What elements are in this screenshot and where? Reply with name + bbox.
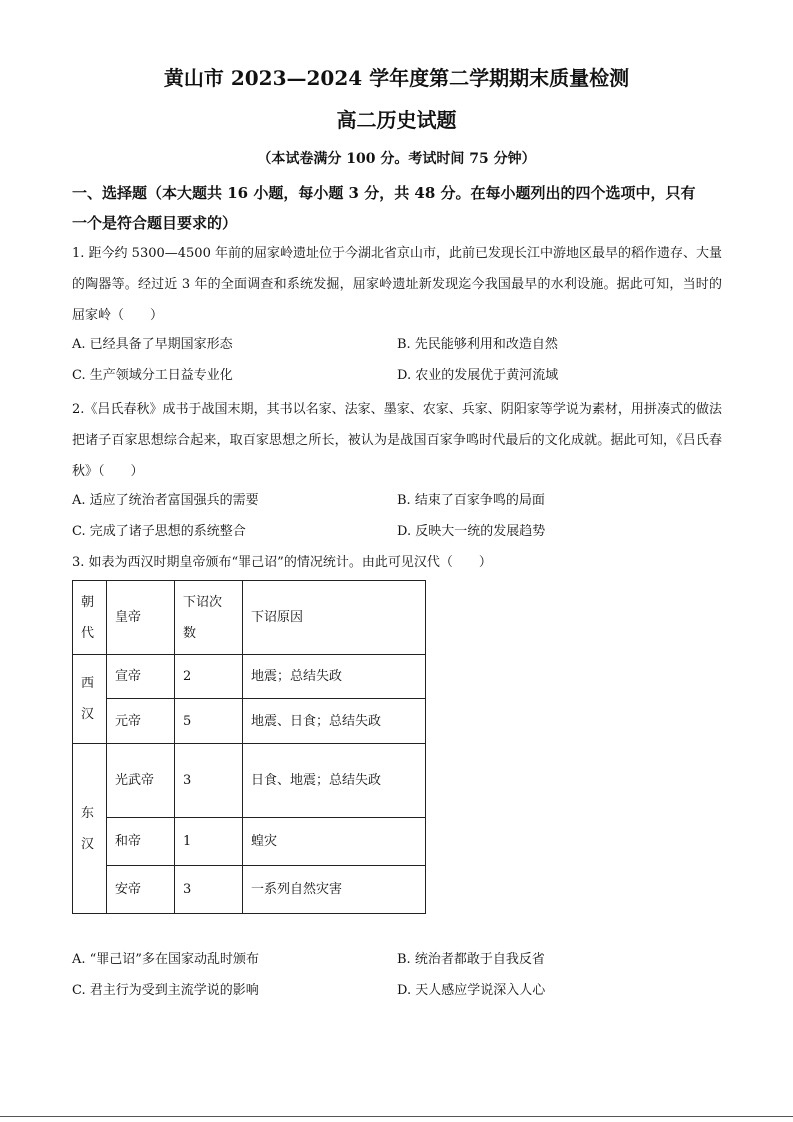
exam-subtitle: 高二历史试题 bbox=[336, 108, 457, 132]
q3-option-d[interactable]: D. 天人感应学说深入人心 bbox=[397, 983, 546, 998]
table-cell: 地震、日食；总结失政 bbox=[243, 699, 426, 744]
table-row bbox=[73, 655, 426, 699]
table-header-row bbox=[73, 581, 426, 655]
table-header-cell: 下诏原因 bbox=[243, 581, 426, 655]
exam-title: 黄山市 2023—2024 学年度第二学期期末质量检测 bbox=[163, 66, 630, 90]
section-heading-line1: 一、选择题（本大题共 16 小题，每小题 3 分，共 48 分。在每小题列出的四个选项中，只有 bbox=[72, 184, 696, 202]
q1-option-d[interactable]: D. 农业的发展优于黄河流域 bbox=[397, 368, 559, 383]
table-header-cell: 下诏次数 bbox=[175, 581, 243, 655]
table-row bbox=[73, 866, 426, 914]
q2-stem: 2.《吕氏春秋》成书于战国末期，其书以名家、法家、墨家、农家、兵家、阴阳家等学说为素材，用拼凑式的做法把诸子百家思想综合起来，取百家思想之所长，被认为是战国百家争鸣时代最后的文化成就。据此可知，《吕氏春秋》（ ） bbox=[72, 402, 722, 479]
table-cell: 3 bbox=[175, 744, 243, 818]
q2-option-d[interactable]: D. 反映大一统的发展趋势 bbox=[397, 524, 546, 539]
table-cell: 安帝 bbox=[107, 866, 175, 914]
q3-table bbox=[72, 580, 426, 914]
section-heading-line2: 一个是符合题目要求的） bbox=[72, 214, 238, 232]
table-row bbox=[73, 699, 426, 744]
table-cell: 光武帝 bbox=[107, 744, 175, 818]
q1-option-c[interactable]: C. 生产领域分工日益专业化 bbox=[72, 368, 233, 383]
q3-option-a[interactable]: A. “罪己诏”多在国家动乱时颁布 bbox=[72, 952, 259, 967]
table-cell: 2 bbox=[175, 655, 243, 699]
table-row bbox=[73, 744, 426, 818]
table-header-cell: 朝代 bbox=[73, 581, 107, 655]
table-dynasty-cell: 西汉 bbox=[73, 655, 107, 744]
table-cell: 元帝 bbox=[107, 699, 175, 744]
page-bottom-divider bbox=[0, 1116, 793, 1117]
q1-option-a[interactable]: A. 已经具备了早期国家形态 bbox=[72, 337, 233, 352]
table-cell: 一系列自然灾害 bbox=[243, 866, 426, 914]
table-cell: 1 bbox=[175, 818, 243, 866]
table-header-cell: 皇帝 bbox=[107, 581, 175, 655]
table-cell: 3 bbox=[175, 866, 243, 914]
table-cell: 蝗灾 bbox=[243, 818, 426, 866]
table-cell: 宣帝 bbox=[107, 655, 175, 699]
q3-option-c[interactable]: C. 君主行为受到主流学说的影响 bbox=[72, 983, 259, 998]
q3-option-b[interactable]: B. 统治者都敢于自我反省 bbox=[397, 952, 545, 967]
q2-option-c[interactable]: C. 完成了诸子思想的系统整合 bbox=[72, 524, 246, 539]
q1-stem: 1. 距今约 5300—4500 年前的屈家岭遗址位于今湖北省京山市，此前已发现长江中游地区最早的稻作遗存、大量的陶器等。经过近 3 年的全面调查和系统发掘，屈家岭遗址新发现迄今我国最早的水利设施。据此可知，当时的屈家岭（ ） bbox=[72, 246, 722, 323]
table-dynasty-cell: 东汉 bbox=[73, 744, 107, 914]
q1-option-b[interactable]: B. 先民能够利用和改造自然 bbox=[397, 337, 558, 352]
table-cell: 和帝 bbox=[107, 818, 175, 866]
table-cell: 地震；总结失政 bbox=[243, 655, 426, 699]
q3-stem: 3. 如表为西汉时期皇帝颁布“罪己诏”的情况统计。由此可见汉代（ ） bbox=[72, 555, 492, 570]
section-heading bbox=[72, 178, 722, 238]
table-row bbox=[73, 818, 426, 866]
table-cell: 5 bbox=[175, 699, 243, 744]
table-cell: 日食、地震；总结失政 bbox=[243, 744, 426, 818]
q2-option-b[interactable]: B. 结束了百家争鸣的局面 bbox=[397, 493, 545, 508]
exam-note: （本试卷满分 100 分。考试时间 75 分钟） bbox=[257, 151, 536, 167]
q2-option-a[interactable]: A. 适应了统治者富国强兵的需要 bbox=[72, 493, 259, 508]
